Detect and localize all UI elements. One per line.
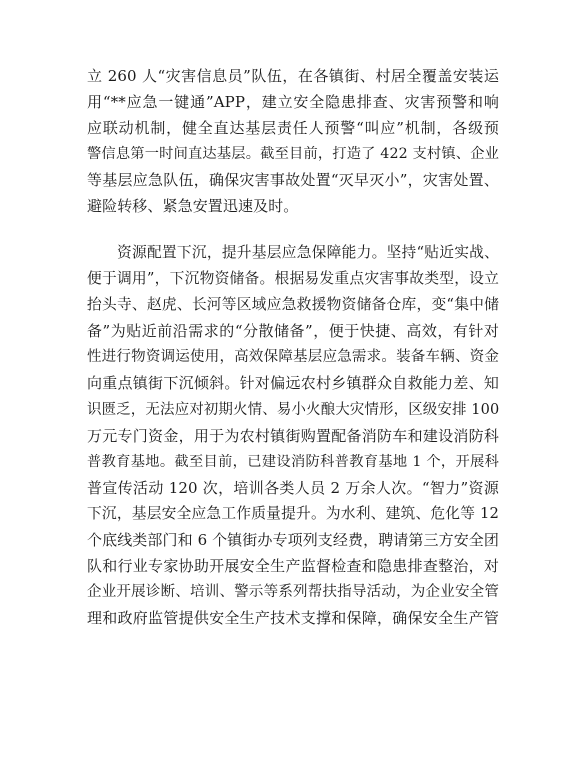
text-line: 备”为贴近前沿需求的“分散储备”，便于快捷、高效，有针对 <box>87 322 499 341</box>
text-line: 警信息第一时间直达基层。截至目前，打造了 422 支村镇、企业 <box>87 146 499 163</box>
text-line: 万元专门资金，用于为农村镇街购置配备消防车和建设消防科 <box>87 426 499 445</box>
text-line: 立 260 人“灾害信息员”队伍，在各镇街、村居全覆盖安装运 <box>87 67 499 85</box>
text-line: 应联动机制，健全直达基层责任人预警“叫应”机制，各级预 <box>87 119 499 138</box>
text-line: 企业开展诊断、培训、警示等系列帮扶指导活动，为企业安全管 <box>87 584 499 601</box>
text-line: 性进行物资调运使用，高效保障基层应急需求。装备车辆、资金 <box>87 349 499 366</box>
text-line: 用“**应急一键通”APP，建立安全隐患排查、灾害预警和响 <box>87 93 499 112</box>
text-line: 抬头寺、赵虎、长河等区域应急救援物资储备仓库，变“集中储 <box>87 296 499 314</box>
text-line: 向重点镇街下沉倾斜。针对偏远农村乡镇群众自救能力差、知 <box>87 374 499 393</box>
text-line: 避险转移、紧急安置迅速及时。 <box>87 197 299 216</box>
paragraph-emergency-teams <box>87 63 499 220</box>
text-line: 识匮乏，无法应对初期火情、易小火酿大灾情形，区级安排 100 <box>87 401 499 418</box>
text-line: 个底线类部门和 6 个镇街办专项列支经费，聘请第三方安全团 <box>87 531 499 550</box>
text-line: 便于调用”，下沉物资储备。根据易发重点灾害事故类型，设立 <box>87 270 499 288</box>
text-line: 下沉，基层安全应急工作质量提升。为水利、建筑、危化等 12 <box>87 504 499 522</box>
paragraph-resource-allocation <box>87 240 499 631</box>
text-line: 普宣传活动 120 次，培训各类人员 2 万余人次。“智力”资源 <box>87 478 499 497</box>
text-line: 普教育基地。截至目前，已建设消防科普教育基地 1 个，开展科 <box>87 453 499 470</box>
text-line: 资源配置下沉，提升基层应急保障能力。坚持“贴近实战、 <box>117 244 499 261</box>
text-line: 理和政府监管提供安全生产技术支撑和保障，确保安全生产管 <box>87 609 499 628</box>
text-line: 队和行业专家协助开展安全生产监督检查和隐患排查整治，对 <box>87 557 499 576</box>
text-line: 等基层应急队伍，确保灾害事故处置“灭早灭小”，灾害处置、 <box>87 171 499 190</box>
